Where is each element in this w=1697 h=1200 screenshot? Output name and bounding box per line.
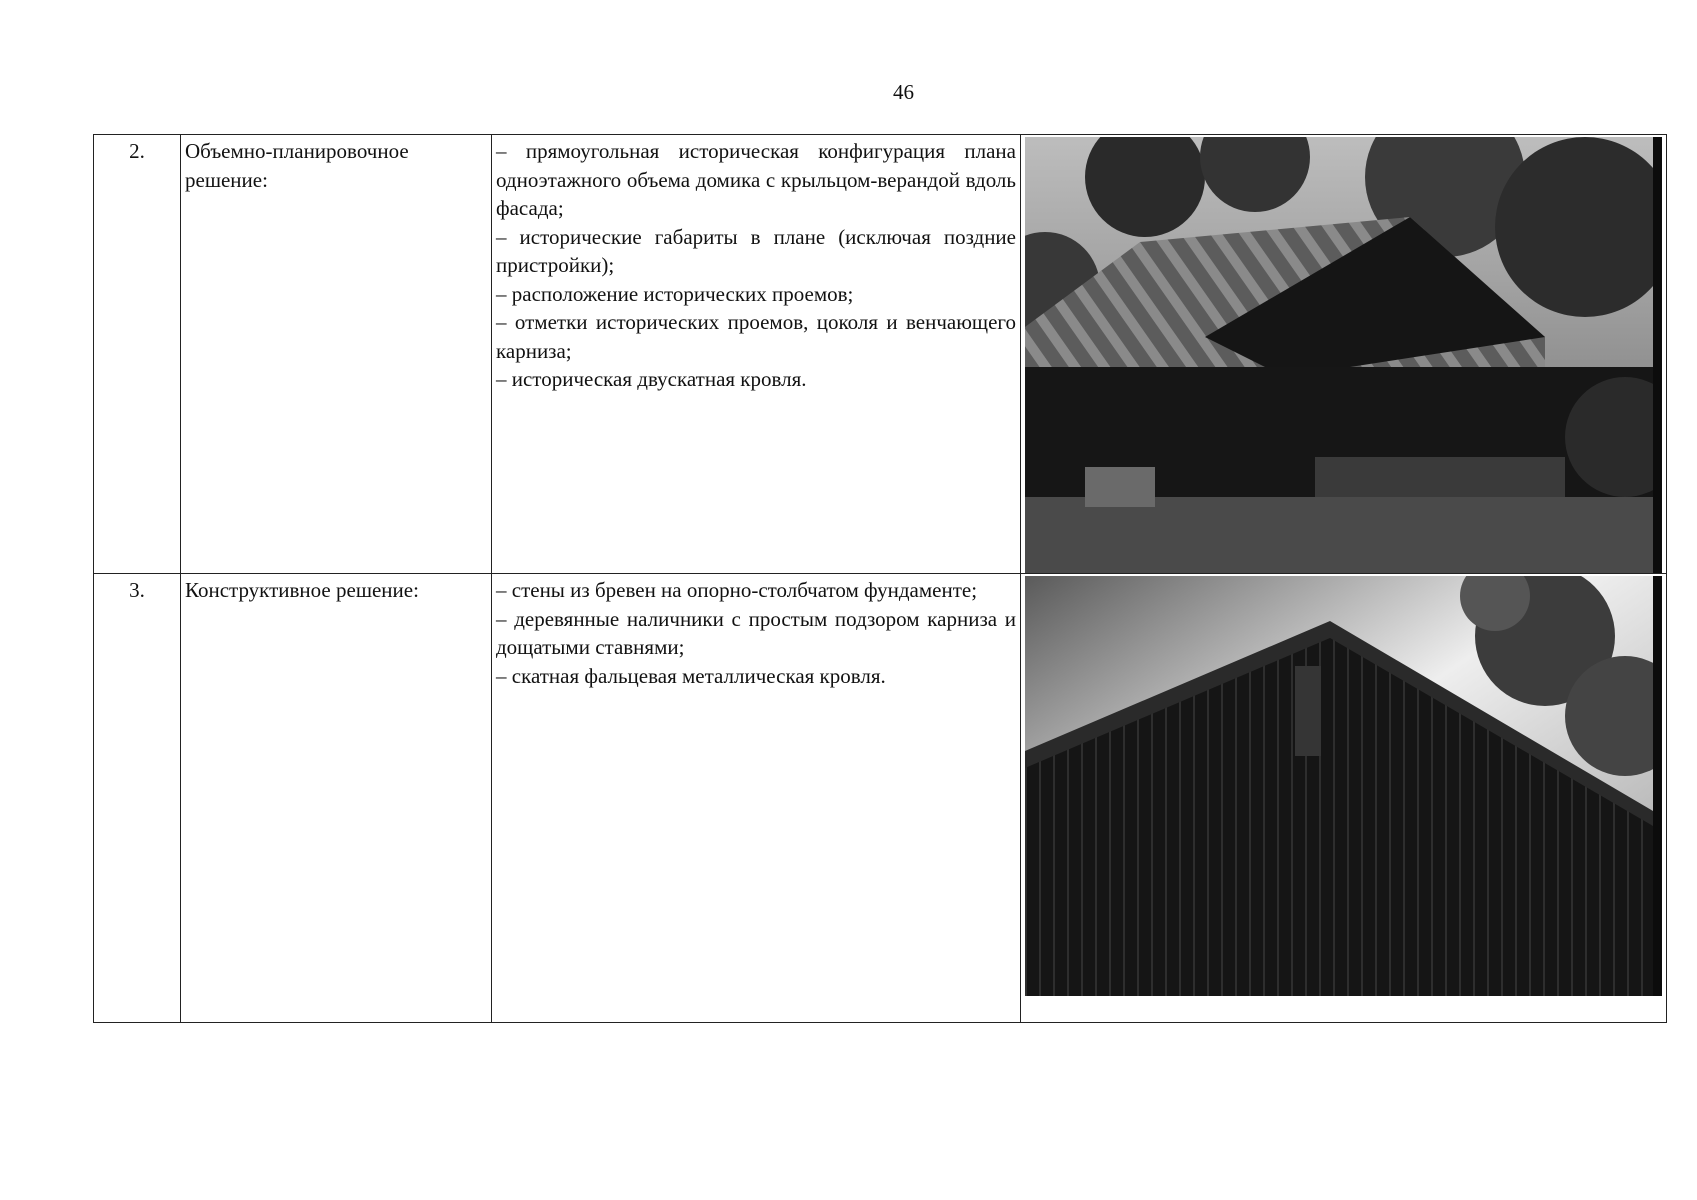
description-item: – отметки исторических проемов, цоколя и венчающего карниза;: [496, 310, 1016, 363]
element-name: Объемно-планировочное решение:: [181, 135, 492, 574]
house-photo-facade-image: [1025, 137, 1653, 573]
page-number: 46: [893, 80, 914, 104]
row-number: 2.: [94, 135, 181, 574]
element-name: Конструктивное решение:: [181, 574, 492, 1023]
description-item: – прямоугольная историческая конфигурация плана одноэтажного объема домика с крыльцом-верандой вдоль фасада;: [496, 139, 1016, 220]
house-photo-gable: [1025, 576, 1662, 996]
description-item: – деревянные наличники с простым подзором карниза и дощатыми ставнями;: [496, 606, 1016, 659]
house-photo-facade: [1025, 137, 1662, 573]
photo-cell: [1021, 135, 1667, 574]
photo-cell: [1021, 574, 1667, 1023]
description-item: – историческая двускатная кровля.: [496, 367, 807, 391]
house-photo-gable-image: [1025, 576, 1653, 996]
description-item: – скатная фальцевая металлическая кровля.: [496, 663, 886, 688]
table-row: [94, 574, 1667, 1023]
element-description: [492, 135, 1021, 574]
table-row: [94, 135, 1667, 574]
description-item: – стены из бревен на опорно-столбчатом фундаменте;: [496, 578, 978, 602]
row-number: 3.: [94, 574, 181, 1023]
description-item: – расположение исторических проемов;: [496, 281, 854, 306]
element-description: [492, 574, 1021, 1023]
heritage-elements-table: [93, 134, 1667, 1023]
description-item: – исторические габариты в плане (исключая поздние пристройки);: [496, 224, 1016, 277]
